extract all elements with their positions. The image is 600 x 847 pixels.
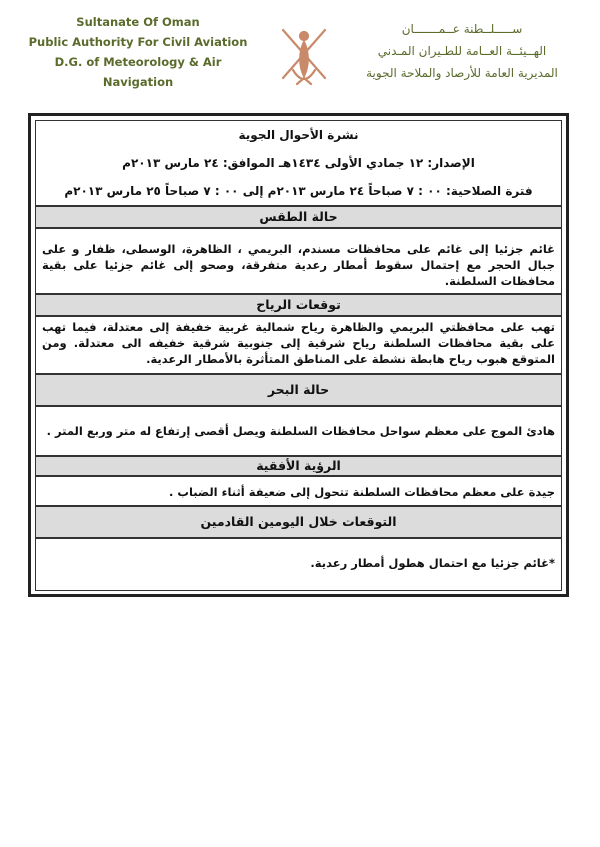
sea-heading: حالة البحر bbox=[35, 374, 562, 406]
bulletin-frame bbox=[28, 113, 569, 597]
bulletin-issue-date: الإصدار: ١٢ جمادي الأولى ١٤٣٤هـ الموافق: ٢٤ مارس ٢٠١٣م bbox=[122, 156, 475, 170]
header-ar-line-3: المديرية العامة للأرصاد والملاحة الجوية bbox=[366, 66, 558, 80]
bulletin-title: نشرة الأحوال الجوية bbox=[238, 128, 359, 142]
sea-text: هادئ الموج على معظم سواحل محافظات السلطنة ويصل أقصى إرتفاع له متر وربع المتر . bbox=[35, 406, 562, 456]
header-en-line-3: D.G. of Meteorology & Air bbox=[54, 55, 222, 69]
bulletin-title-block bbox=[35, 120, 562, 206]
winds-text: تهب على محافظتي البريمي والظاهرة رياح شمالية غربية خفيفة إلى معتدلة، فيما تهب على بقية محافظات السلطنة رياح شرقية إلى جنوبية شرقية خفيفه الى معتدلة. ومن المتوقع هبوب رياح هابطة نشطة على المناطق المتأثرة بالأمطار الرعدية. bbox=[35, 316, 562, 374]
header-english bbox=[8, 12, 268, 92]
winds-heading: توقعات الرياح bbox=[35, 294, 562, 316]
header-en-line-4: Navigation bbox=[102, 75, 174, 89]
header-ar-line-2: الهــيئــة العــامة للطـيران المـدني bbox=[377, 44, 547, 58]
weather-text: غائم جزئيا إلى غائم على محافظات مسندم، البريمي ، الظاهرة، الوسطى، ظفار و على جبال الحجر مع إحتمال سقوط أمطار رعدية متفرقة، وصحو إلى غائم جزئيا على بقية محافظات السلطنة. bbox=[35, 228, 562, 294]
outlook-heading: التوقعات خلال اليومين القادمين bbox=[35, 506, 562, 538]
oman-emblem-icon bbox=[275, 22, 333, 92]
header-en-line-1: Sultanate Of Oman bbox=[76, 15, 200, 29]
header-en-line-2: Public Authority For Civil Aviation bbox=[28, 35, 248, 49]
header-ar-line-1: ســـــلــطنة عــمـــــــان bbox=[401, 22, 523, 36]
outlook-text: *غائم جزئيا مع احتمال هطول أمطار رعدية. bbox=[35, 538, 562, 591]
weather-heading: حالة الطقس bbox=[35, 206, 562, 228]
header-arabic bbox=[332, 18, 592, 84]
visibility-heading: الرؤية الأفقية bbox=[35, 456, 562, 476]
visibility-text: جيدة على معظم محافظات السلطنة تتحول إلى ضعيفة أثناء الضباب . bbox=[35, 476, 562, 506]
bulletin-validity: فترة الصلاحية: ٠٠ : ٧ صباحاً ٢٤ مارس ٢٠١٣م إلى ٠٠ : ٧ صباحاً ٢٥ مارس ٢٠١٣م bbox=[64, 184, 533, 198]
